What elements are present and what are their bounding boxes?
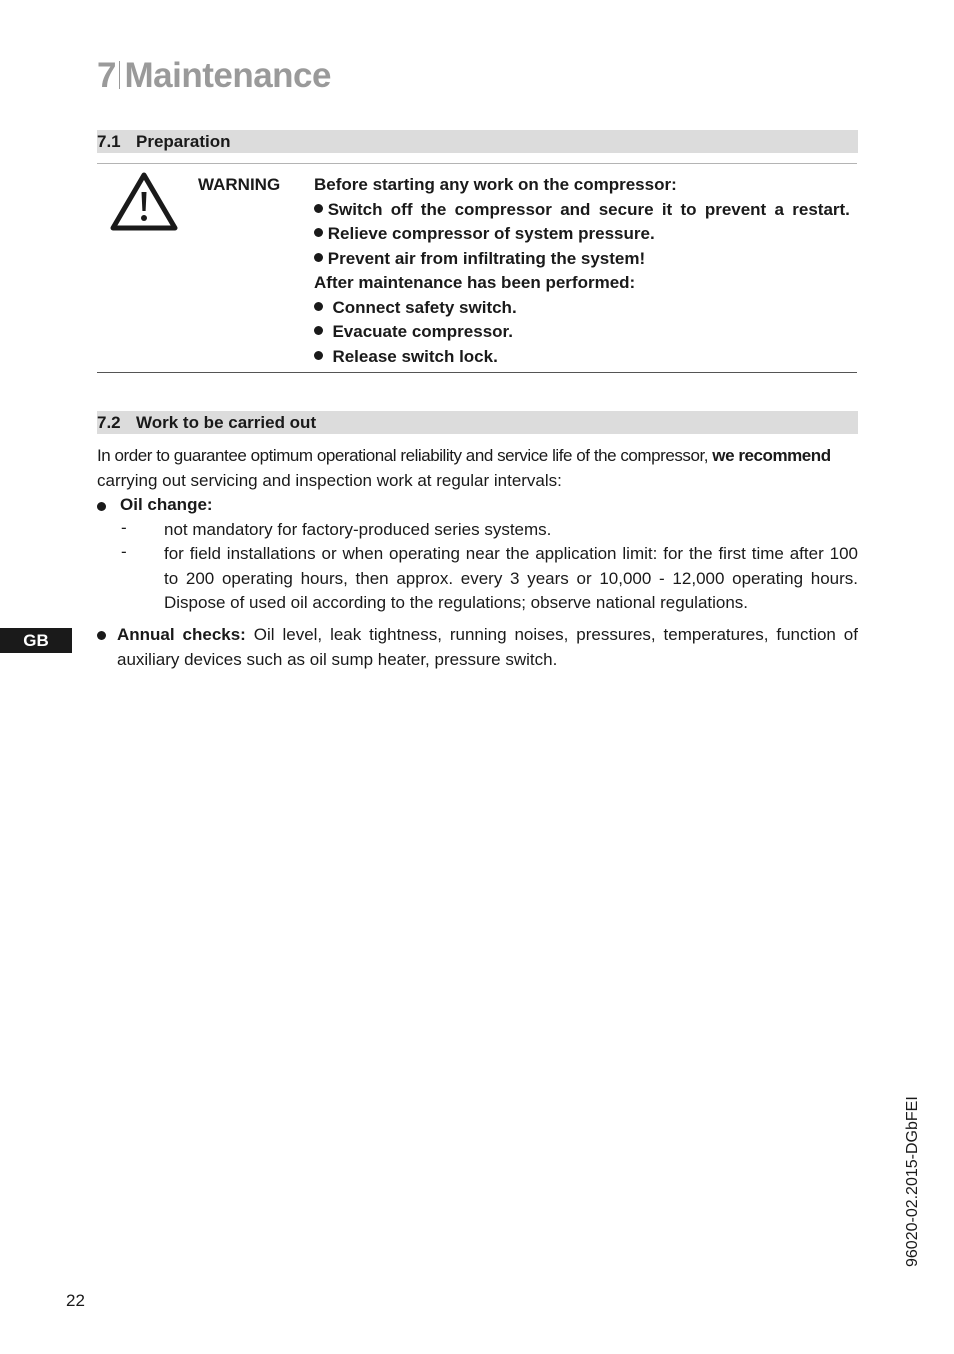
- bullet-icon: [97, 631, 106, 640]
- after-item: Evacuate compressor.: [314, 321, 850, 346]
- bullet-icon: [314, 302, 323, 311]
- bullet-icon: [314, 351, 323, 360]
- section-heading-preparation: [97, 130, 858, 153]
- chapter-title: [97, 56, 331, 96]
- annual-checks-paragraph: Annual checks: Oil level, leak tightness, running noises, pressures, temperatures, function of auxiliary devices such as oil sump heater, pressure switch.: [117, 625, 858, 669]
- warning-label: WARNING: [198, 175, 281, 194]
- document-code: 96020-02.2015-DGbFEI: [904, 1096, 921, 1267]
- warning-bottom-rule: [97, 372, 857, 373]
- warning-intro: Before starting any work on the compressor:: [314, 175, 677, 194]
- warning-text: [314, 174, 850, 370]
- warning-item: Switch off the compressor and secure it to prevent a restart.: [314, 199, 850, 224]
- page-number: 22: [66, 1291, 85, 1310]
- oil-change-item: for field installations or when operating near the application limit: for the first time after 100 to 200 operating hours, then approx. every 3 years or 10,000 - 12,000 operating hours. Dispose of used oil according to the regulations; observe national regulations.: [164, 544, 858, 612]
- chapter-number: 7: [97, 56, 116, 95]
- bullet-icon: [97, 502, 106, 511]
- oil-change-item: not mandatory for factory-produced series systems.: [164, 520, 552, 539]
- oil-change-label: Oil change:: [120, 495, 213, 514]
- chapter-separator: [119, 61, 121, 89]
- dash-marker: -: [121, 518, 127, 537]
- section-number: 7.1: [97, 132, 121, 151]
- section-number: 7.2: [97, 413, 121, 432]
- bullet-icon: [314, 228, 323, 237]
- bullet-icon: [314, 204, 323, 213]
- chapter-name: Maintenance: [124, 56, 331, 95]
- after-item: Release switch lock.: [314, 346, 850, 371]
- warning-item: Prevent air from infiltrating the system!: [314, 248, 850, 273]
- dash-marker: -: [121, 542, 127, 561]
- section-heading-work: [97, 411, 858, 434]
- warning-top-rule: [97, 163, 857, 164]
- section-title: Work to be carried out: [136, 413, 317, 432]
- warning-after-heading: After maintenance has been performed:: [314, 273, 636, 292]
- bullet-icon: [314, 326, 323, 335]
- language-tab: GB: [0, 628, 72, 653]
- bullet-icon: [314, 253, 323, 262]
- after-item: Connect safety switch.: [314, 297, 850, 322]
- intro-paragraph: In order to guarantee optimum operational reliability and service life of the compressor, we recommend carrying out servicing and inspection work at regular intervals:: [97, 446, 831, 490]
- warning-item: Relieve compressor of system pressure.: [314, 223, 850, 248]
- section-title: Preparation: [136, 132, 231, 151]
- warning-triangle-icon: [110, 172, 178, 232]
